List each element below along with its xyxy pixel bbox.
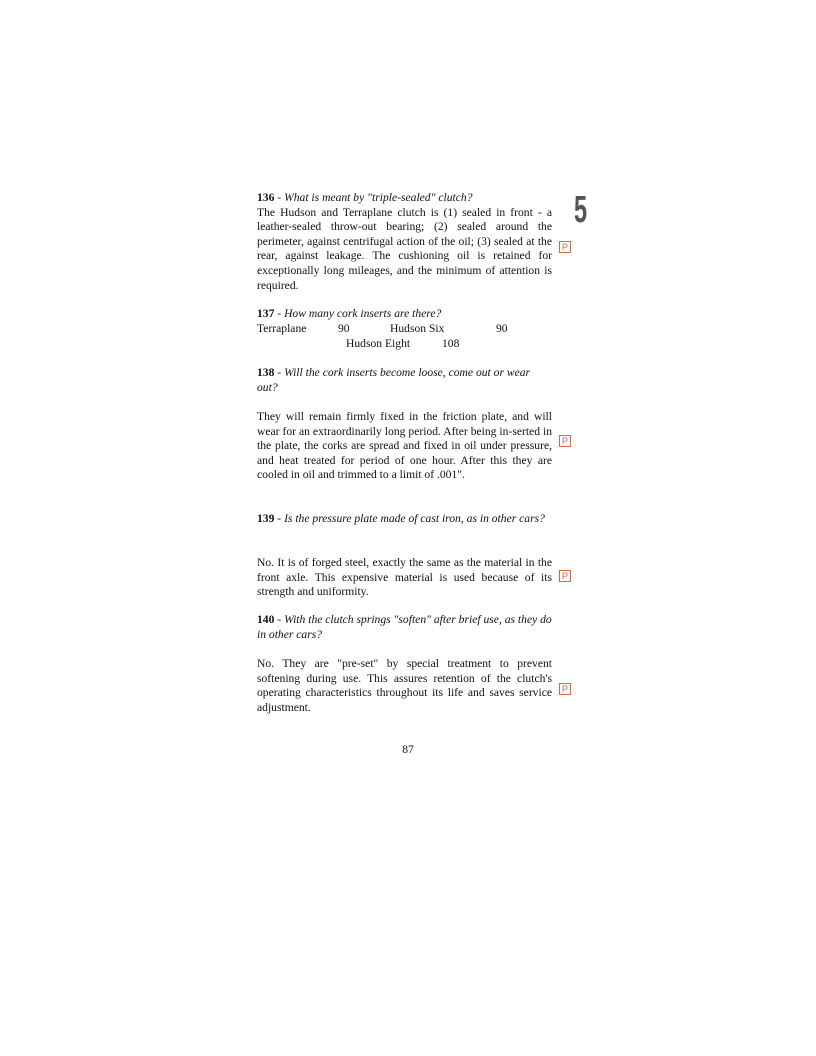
- chapter-number: 5: [574, 189, 588, 231]
- answer-139: No. It is of forged steel, exactly the same as the material in the front axle. This expensive material is used because of its strength and uniformity.: [257, 556, 552, 599]
- p-marker-icon: P: [559, 570, 571, 582]
- question-136: [257, 191, 552, 206]
- question-separator: -: [274, 613, 285, 626]
- cork-count-value: 90: [338, 322, 350, 335]
- qa-138: [257, 366, 552, 395]
- question-separator: -: [274, 366, 285, 379]
- question-number: 138: [257, 366, 275, 379]
- cork-count-name: Hudson Eight: [346, 337, 411, 350]
- question-140: [257, 613, 552, 642]
- answer-139-block: [257, 556, 552, 600]
- question-text: How many cork inserts are there?: [284, 307, 442, 320]
- question-137: [257, 307, 552, 322]
- question-text: Will the cork inserts become loose, come out or wear out?: [257, 366, 531, 394]
- p-marker-icon: P: [559, 435, 571, 447]
- answer-136: The Hudson and Terraplane clutch is (1) sealed in front - a leather-sealed throw-out bearing; (2) sealed around the perimeter, against centrifugal action of the oil; (3) sealed at the rear, against leakage. The cushioning oil is retained for exceptionally long mileages, and the minimum of attention is required.: [257, 205, 552, 292]
- question-number: 136: [257, 191, 275, 204]
- question-text: With the clutch springs "soften" after brief use, as they do in other cars?: [257, 613, 552, 641]
- question-138: [257, 366, 552, 395]
- p-marker-icon: P: [559, 241, 571, 253]
- answer-140: No. They are "pre-set" by special treatment to prevent softening during use. This assures retention of the clutch's operating characteristics throughout its life and saves service adjustment.: [257, 657, 552, 714]
- qa-140: [257, 613, 552, 642]
- question-separator: -: [274, 307, 285, 320]
- cork-count-value: 108: [442, 337, 460, 350]
- qa-139: [257, 512, 552, 527]
- p-marker-icon: P: [559, 683, 571, 695]
- question-separator: -: [274, 191, 285, 204]
- question-139: [257, 512, 552, 527]
- cork-count-name: Terraplane: [257, 322, 307, 335]
- page-number: 87: [402, 743, 414, 756]
- question-separator: -: [274, 512, 285, 525]
- question-number: 140: [257, 613, 275, 626]
- question-number: 137: [257, 307, 275, 320]
- question-text: What is meant by "triple-sealed" clutch?: [284, 191, 473, 204]
- answer-140-block: [257, 657, 552, 715]
- answer-138: They will remain firmly fixed in the friction plate, and will wear for an extraordinarily long period. After being in-serted in the plate, the corks are spread and fixed in oil under pressure, and heat treated for period of one hour. After this they are cooled in oil and trimmed to a limit of .001".: [257, 410, 552, 482]
- cork-count-name: Hudson Six: [390, 322, 445, 335]
- cork-count-value: 90: [496, 322, 508, 335]
- qa-136: [257, 191, 552, 293]
- answer-138-block: [257, 410, 552, 483]
- question-number: 139: [257, 512, 275, 525]
- question-text: Is the pressure plate made of cast iron, as in other cars?: [284, 512, 545, 525]
- qa-137: [257, 307, 552, 322]
